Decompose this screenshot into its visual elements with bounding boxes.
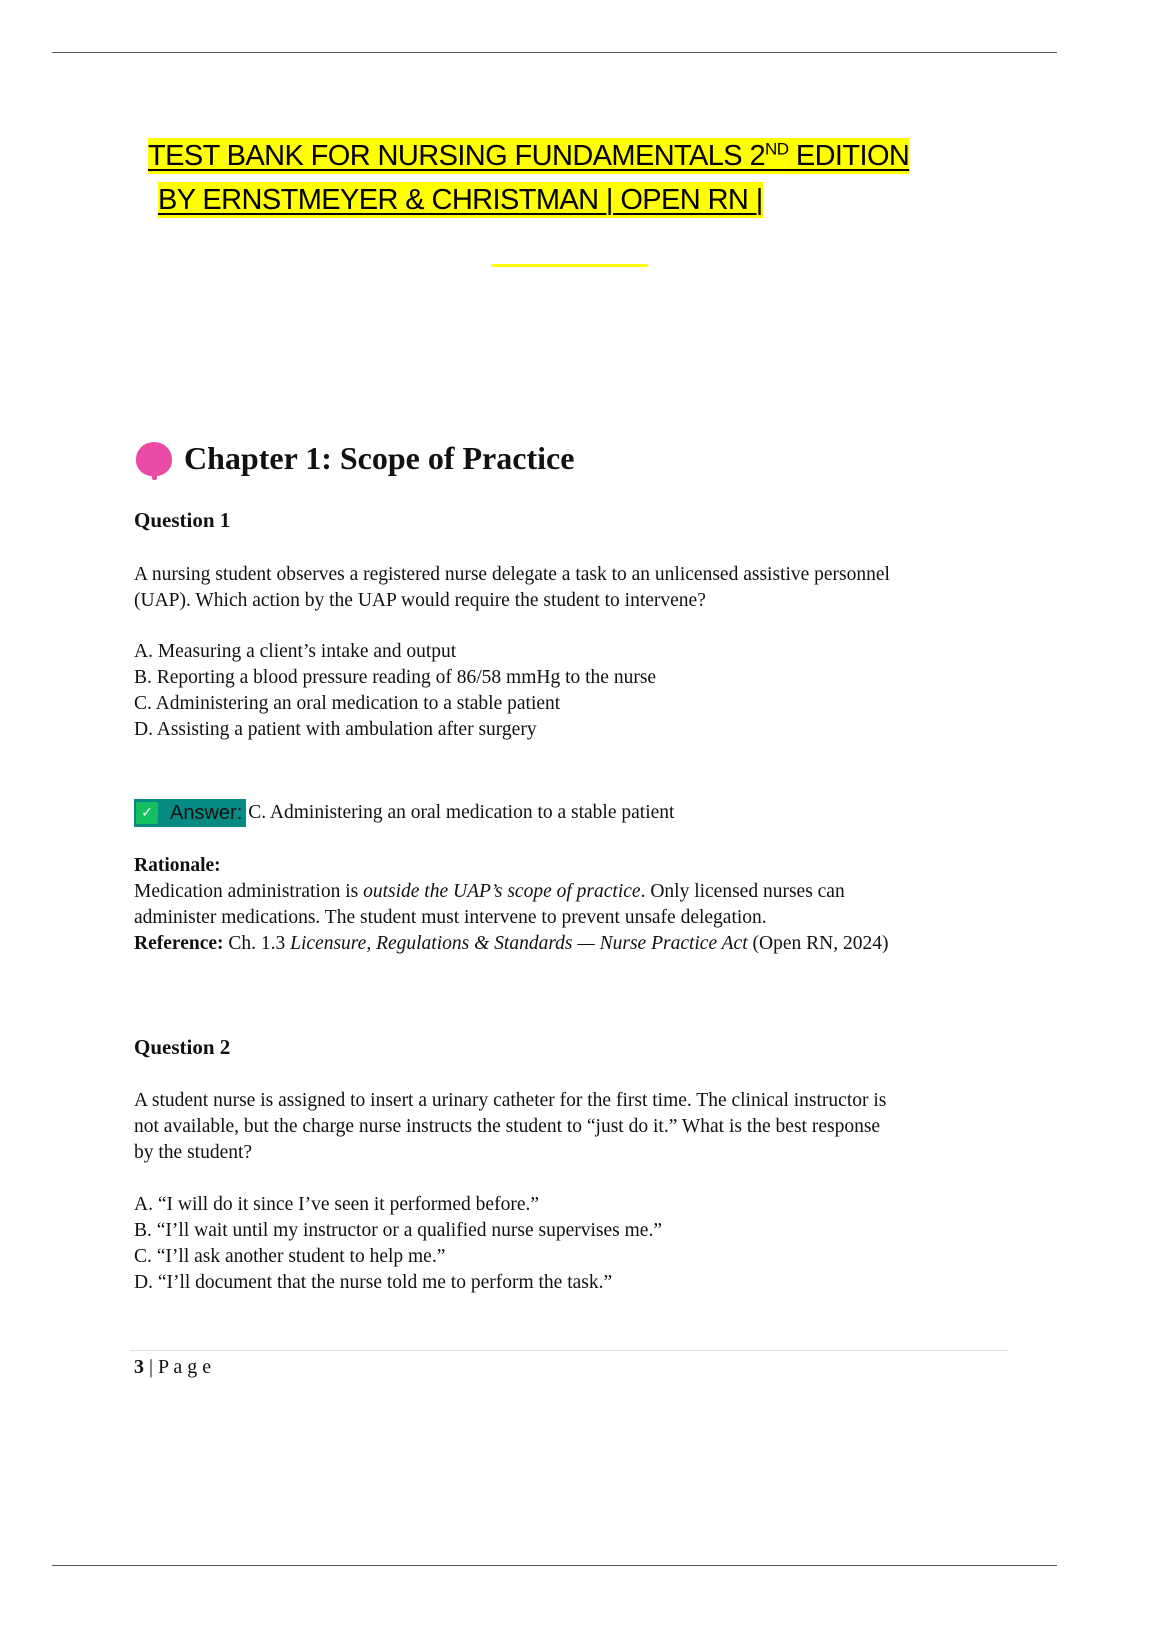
check-icon: ✓ xyxy=(136,802,158,824)
question-1-heading: Question 1 xyxy=(134,508,231,532)
answer-label: Answer: xyxy=(170,801,243,824)
page-label: | P a g e xyxy=(144,1356,212,1378)
reference-label: Reference: xyxy=(134,933,224,954)
highlight-line xyxy=(491,264,648,267)
option-d: D. Assisting a patient with ambulation after surgery xyxy=(134,719,537,740)
title-text: EDITION xyxy=(788,139,910,172)
rationale-line xyxy=(134,879,888,905)
text: . Only licensed nurses can xyxy=(640,881,845,902)
brain-icon xyxy=(136,442,172,476)
rationale-block xyxy=(134,853,888,957)
title-text: TEST BANK FOR NURSING FUNDAMENTALS 2 xyxy=(148,139,766,172)
question-2-options xyxy=(134,1192,662,1296)
chapter-title: Chapter 1: Scope of Practice xyxy=(184,440,575,476)
text: Ch. 1.3 xyxy=(223,933,291,954)
chapter-heading xyxy=(136,440,574,477)
question-2-heading: Question 2 xyxy=(134,1035,231,1059)
stem-line: by the student? xyxy=(134,1142,253,1163)
stem-line: A student nurse is assigned to insert a urinary catheter for the first time. The clinical instructor is xyxy=(134,1090,887,1111)
doc-title-line-2 xyxy=(158,184,763,217)
title-text: BY ERNSTMEYER & CHRISTMAN | OPEN RN | xyxy=(158,184,763,216)
question-1-options xyxy=(134,639,656,743)
reference-line xyxy=(134,931,888,957)
answer-badge xyxy=(134,799,246,827)
stem-line: A nursing student observes a registered nurse delegate a task to an unlicensed assistive personnel xyxy=(134,564,890,585)
title-superscript: ND xyxy=(765,139,789,158)
top-rule xyxy=(52,52,1057,53)
doc-title-line-1 xyxy=(148,139,909,173)
answer-text: C. Administering an oral medication to a stable patient xyxy=(248,802,675,823)
bottom-rule xyxy=(52,1565,1057,1566)
rationale-label: Rationale: xyxy=(134,855,221,876)
option-c: C. Administering an oral medication to a stable patient xyxy=(134,693,561,714)
page-number: 3 xyxy=(134,1356,144,1378)
answer-line xyxy=(134,799,674,827)
option-c: C. “I’ll ask another student to help me.” xyxy=(134,1246,446,1267)
text: Medication administration is xyxy=(134,881,364,902)
footer-rule xyxy=(130,1350,1008,1351)
page-footer xyxy=(134,1356,211,1379)
option-b: B. “I’ll wait until my instructor or a qualified nurse supervises me.” xyxy=(134,1220,662,1241)
text-italic: Licensure, Regulations & Standards — Nurse Practice Act xyxy=(290,933,748,954)
option-b: B. Reporting a blood pressure reading of 86/58 mmHg to the nurse xyxy=(134,667,657,688)
text-italic: outside the UAP’s scope of practice xyxy=(363,881,641,902)
option-d: D. “I’ll document that the nurse told me to perform the task.” xyxy=(134,1272,613,1293)
question-1-stem xyxy=(134,562,890,614)
option-a: A. Measuring a client’s intake and output xyxy=(134,641,457,662)
text: (Open RN, 2024) xyxy=(747,933,889,954)
stem-line: not available, but the charge nurse instructs the student to “just do it.” What is the best response xyxy=(134,1116,881,1137)
stem-line: (UAP). Which action by the UAP would require the student to intervene? xyxy=(134,590,706,611)
rationale-line: administer medications. The student must intervene to prevent unsafe delegation. xyxy=(134,907,767,928)
option-a: A. “I will do it since I’ve seen it performed before.” xyxy=(134,1194,540,1215)
question-2-stem xyxy=(134,1088,886,1166)
